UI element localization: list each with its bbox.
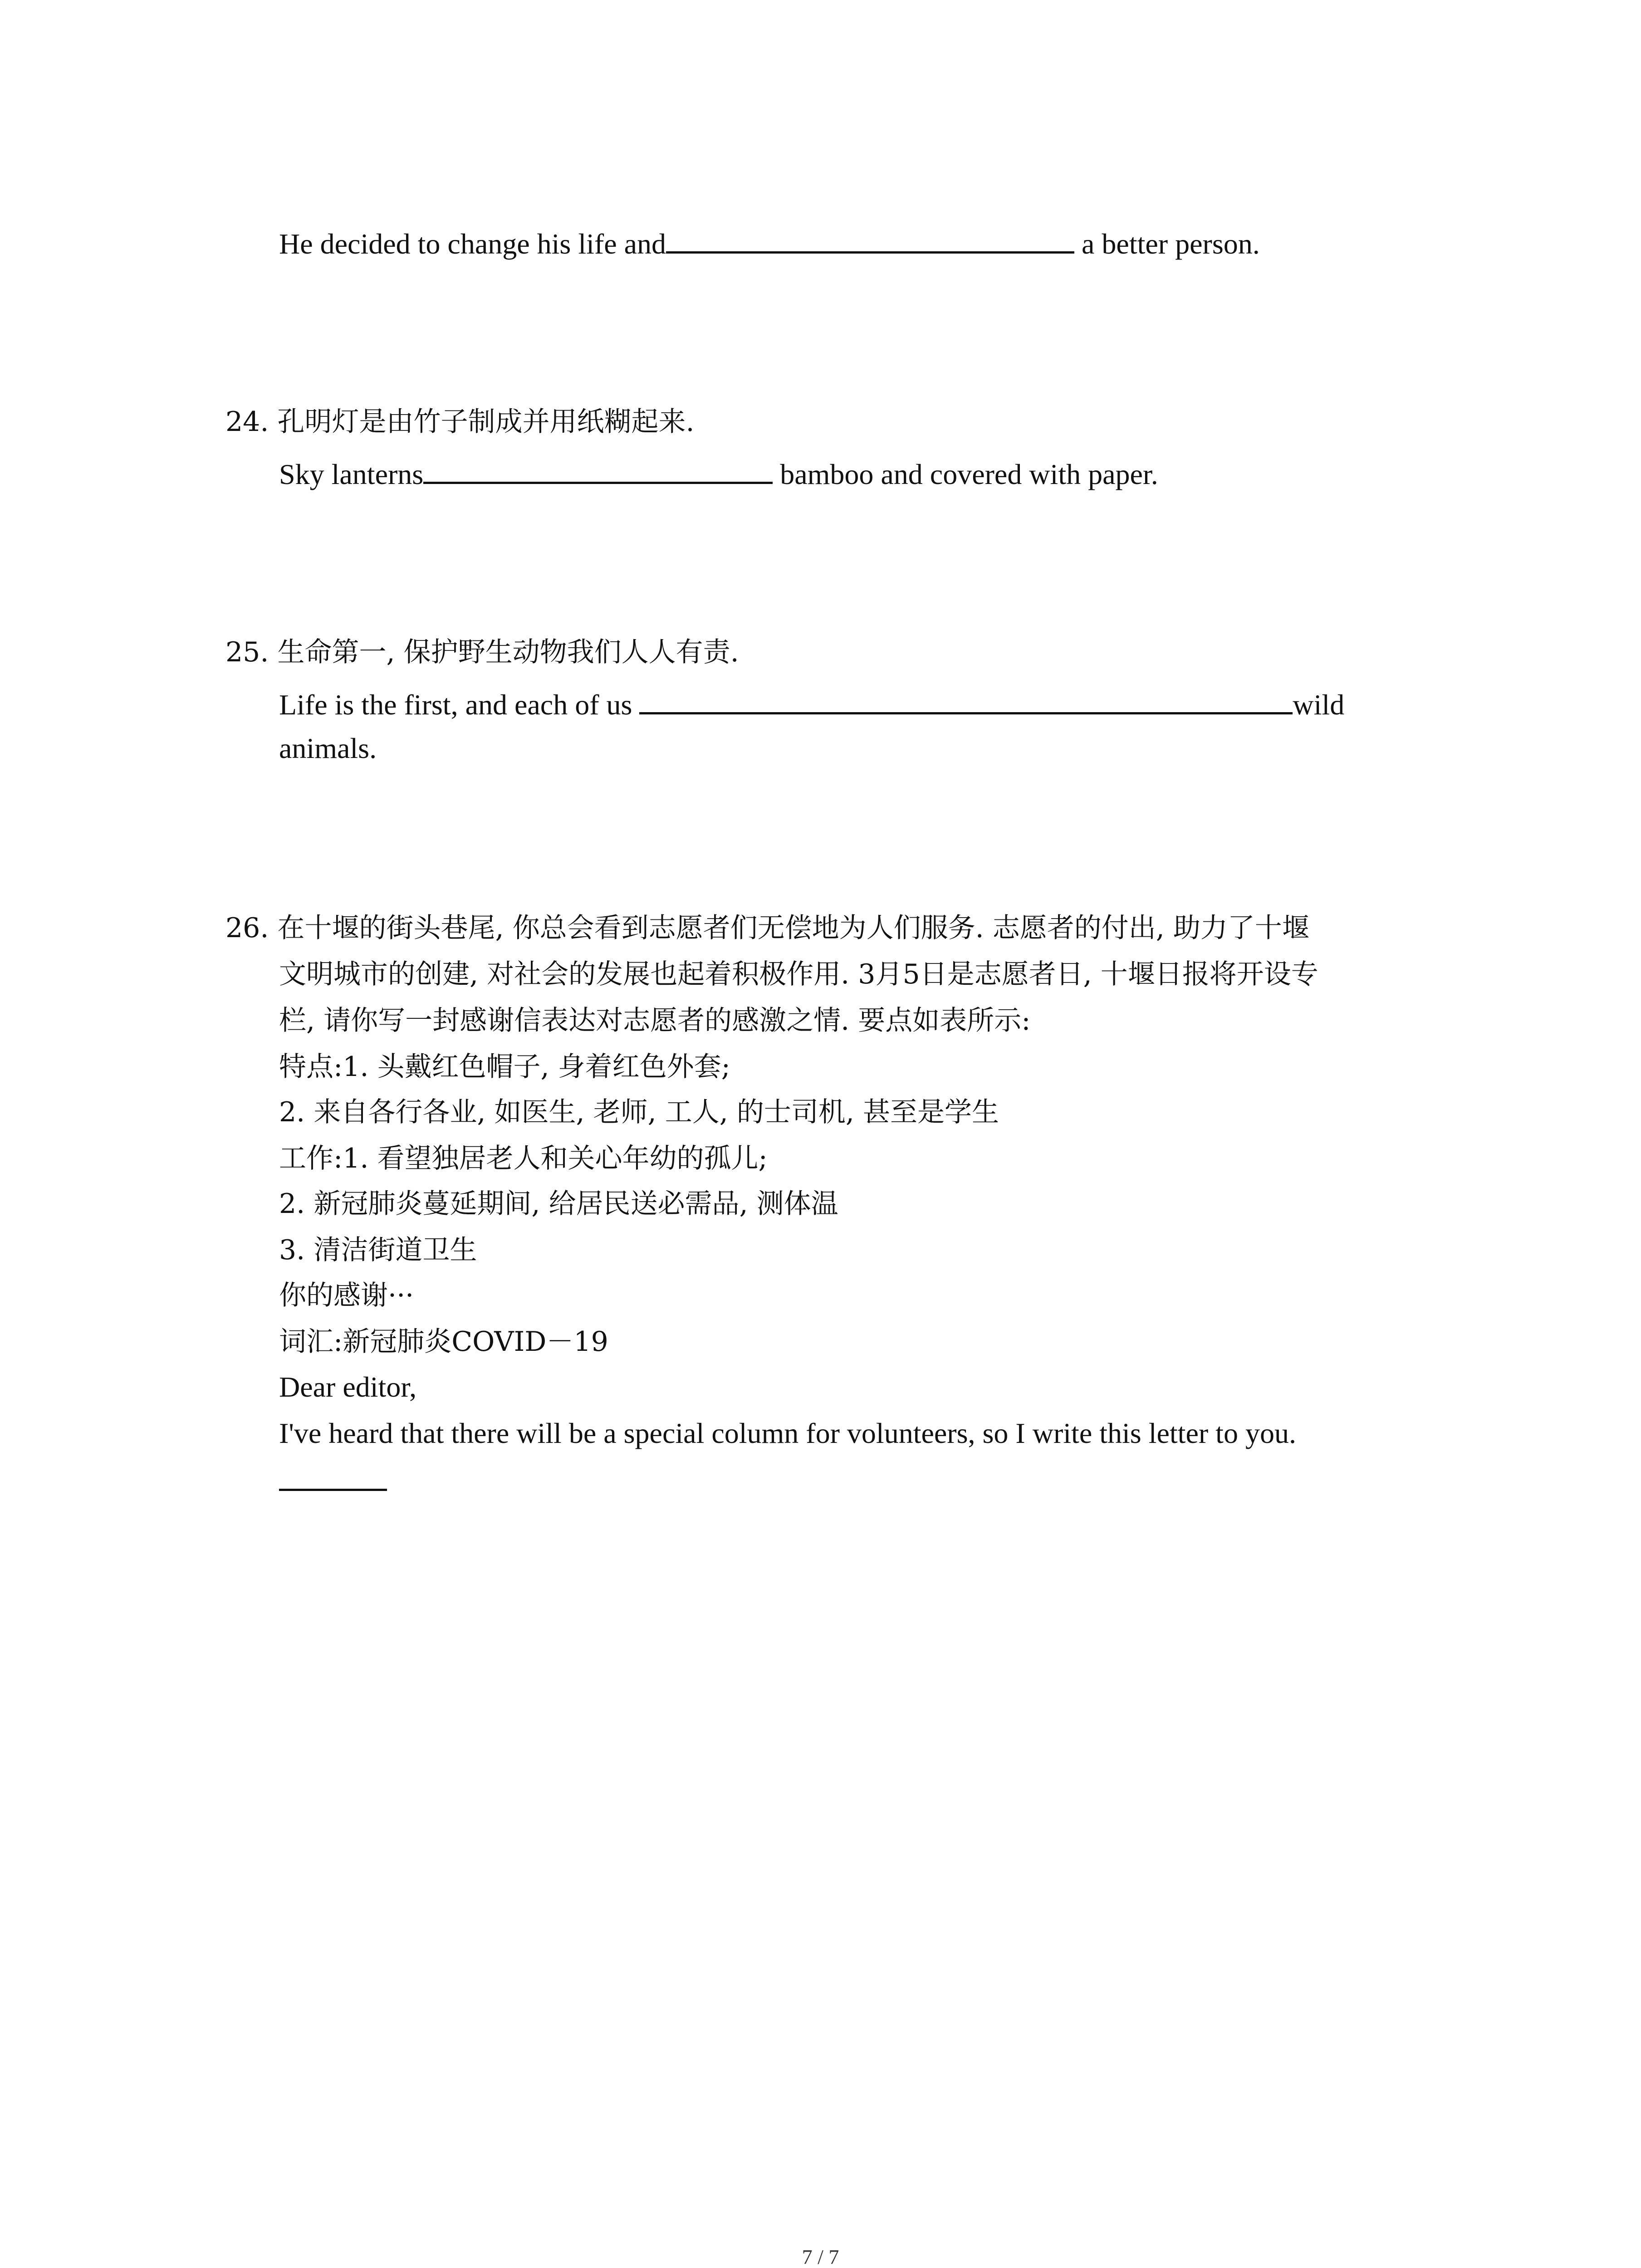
q26-point-features-1: 特点:1. 头戴红色帽子, 身着红色外套; xyxy=(279,1051,730,1083)
q25-number: 25. xyxy=(225,636,269,668)
q26-point-thanks: 你的感谢··· xyxy=(279,1280,414,1311)
q26-writing-area[interactable] xyxy=(279,1460,387,1501)
q26-point-work-2: 2. 新冠肺炎蔓延期间, 给居民送必需品, 测体温 xyxy=(279,1188,838,1220)
q25-continuation: animals. xyxy=(279,732,377,764)
q26-prompt-line-3: 栏, 请你写一封感谢信表达对志愿者的感激之情. 要点如表所示: xyxy=(279,1005,1031,1036)
q24-text-after: bamboo and covered with paper. xyxy=(773,458,1158,490)
q26-greeting: Dear editor, xyxy=(279,1371,417,1403)
q25-sentence xyxy=(279,683,1344,724)
q24-prompt xyxy=(225,403,695,441)
q26-line-1 xyxy=(225,909,1309,947)
q26-point-features-2: 2. 来自各行各业, 如医生, 老师, 工人, 的士司机, 甚至是学生 xyxy=(279,1096,999,1128)
q24-answer-blank[interactable] xyxy=(423,453,773,484)
q26-prompt-line-2: 文明城市的创建, 对社会的发展也起着积极作用. 3月5日是志愿者日, 十堰日报将开设专 xyxy=(279,958,1318,990)
q23-text-before: He decided to change his life and xyxy=(279,228,666,260)
page-number: 7 / 7 xyxy=(802,2245,839,2268)
q26-point-work-1: 工作:1. 看望独居老人和关心年幼的孤儿; xyxy=(279,1143,768,1174)
q23-sentence xyxy=(279,222,1260,263)
q25-answer-blank[interactable] xyxy=(639,683,1293,714)
q25-prompt xyxy=(225,633,739,671)
q24-chinese-prompt: 孔明灯是由竹子制成并用纸糊起来. xyxy=(277,406,695,438)
q24-sentence xyxy=(279,453,1158,494)
q23-answer-blank[interactable] xyxy=(666,222,1074,254)
q26-opening-sentence: I've heard that there will be a special column for volunteers, so I write this letter to you. xyxy=(279,1417,1296,1449)
q24-number: 24. xyxy=(225,406,269,438)
q26-vocabulary: 词汇:新冠肺炎COVID－19 xyxy=(279,1326,608,1358)
q26-point-work-3: 3. 清洁街道卫生 xyxy=(279,1234,477,1266)
q25-text-after: wild xyxy=(1293,689,1345,721)
q26-number: 26. xyxy=(225,912,269,944)
q23-text-after: a better person. xyxy=(1074,228,1260,260)
q25-text-before: Life is the first, and each of us xyxy=(279,689,640,721)
q26-answer-blank[interactable] xyxy=(279,1460,387,1491)
q24-text-before: Sky lanterns xyxy=(279,458,424,490)
q25-chinese-prompt: 生命第一, 保护野生动物我们人人有责. xyxy=(277,636,739,668)
q26-prompt-line-1: 在十堰的街头巷尾, 你总会看到志愿者们无偿地为人们服务. 志愿者的付出, 助力了十堰 xyxy=(277,912,1309,944)
